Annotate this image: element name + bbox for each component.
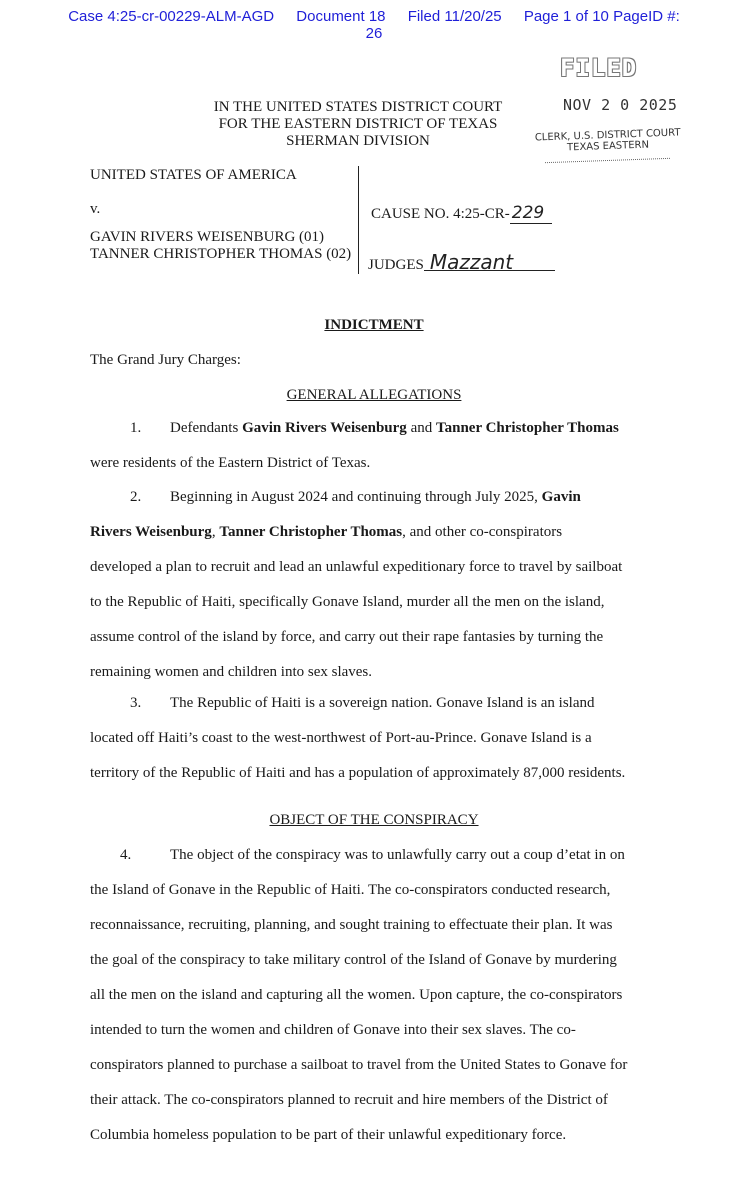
court-line-2: FOR THE EASTERN DISTRICT OF TEXAS [218, 116, 498, 132]
stamp-underline [545, 158, 670, 163]
ecf-header [0, 8, 748, 42]
defendant-1: GAVIN RIVERS WEISENBURG (01) [90, 229, 325, 245]
filed-date: Filed 11/20/25 [407, 8, 502, 25]
page-info: Page 1 of 10 PageID #: [523, 8, 680, 25]
para-number: 1. [130, 420, 142, 436]
document-number: Document 18 [296, 8, 386, 25]
clerk-line-2: TEXAS EASTERN [566, 139, 650, 154]
judges [368, 250, 555, 274]
court-line-3: SHERMAN DIVISION [286, 133, 430, 149]
section-1-heading: GENERAL ALLEGATIONS [286, 387, 462, 403]
versus: v. [90, 201, 101, 217]
plaintiff: UNITED STATES OF AMERICA [90, 167, 297, 183]
paragraph-4: 4. The object of the conspiracy was to unlawfully carry out a coup d’etat in on the Island of Gonave in the Republic of Haiti. The co-conspirators conducted research, reconnaissance, recruiting, planning, and sought training to effectuate their plan. It was the goal of the conspiracy to take military control of the Island of Gonave by murdering all the men on the island and capturing all the women. Upon capture, the co-conspirators intended to turn the women and children of Gonave into their sex slaves. The co- conspirators planned to purchase a sailboat to travel from the United States to Gonave for their attack. The co-conspirators planned to recruit and hire members of the District of Columbia homeless population to be part of their unlawful expeditionary force. [90, 838, 658, 1153]
para-number: 3. [130, 695, 142, 711]
judges-label: JUDGES [368, 257, 424, 273]
court-header [148, 99, 568, 150]
section-object-of-conspiracy [0, 812, 748, 829]
court-line-1: IN THE UNITED STATES DISTRICT COURT [213, 99, 503, 115]
section-general-allegations [0, 387, 748, 404]
para-number: 2. [130, 489, 142, 505]
case-number: Case 4:25-cr-00229-ALM-AGD [68, 8, 275, 25]
filed-stamp: FILED [560, 54, 638, 82]
grand-jury-line: The Grand Jury Charges: [90, 352, 241, 368]
section-2-heading: OBJECT OF THE CONSPIRACY [269, 812, 479, 828]
cause-number [371, 203, 552, 224]
caption-divider [358, 166, 359, 274]
paragraph-3: 3. The Republic of Haiti is a sovereign nation. Gonave Island is an island located off Haiti’s coast to the west-northwest of Port-au-Prince. Gonave Island is a territory of the Republic of Haiti and has a population of approximately 87,000 residents. [90, 686, 658, 791]
page-id: 26 [365, 25, 383, 42]
filed-stamp-date: NOV 2 0 2025 [563, 96, 678, 114]
cause-label: CAUSE NO. 4:25-CR- [371, 206, 510, 222]
judges-handwritten: Mazzant [424, 254, 555, 271]
paragraph-2: 2. Beginning in August 2024 and continuing through July 2025, Gavin Rivers Weisenburg, Tanner Christopher Thomas, and other co-conspirators developed a plan to recruit and lead an unlawful expeditionary force to travel by sailboat to the Republic of Haiti, specifically Gonave Island, murder all the men on the island, assume control of the island by force, and carry out their rape fantasies by turning the remaining women and children into sex slaves. [90, 480, 658, 690]
indictment-title: INDICTMENT [324, 317, 424, 333]
cause-handwritten: 229 [510, 203, 552, 224]
para-number: 4. [120, 847, 132, 863]
paragraph-1: 1. Defendants Gavin Rivers Weisenburg and Tanner Christopher Thomas were residents of the Eastern District of Texas. [90, 411, 658, 481]
defendant-2: TANNER CHRISTOPHER THOMAS (02) [90, 246, 352, 262]
clerk-line-1: CLERK, U.S. DISTRICT COURT [534, 127, 681, 144]
